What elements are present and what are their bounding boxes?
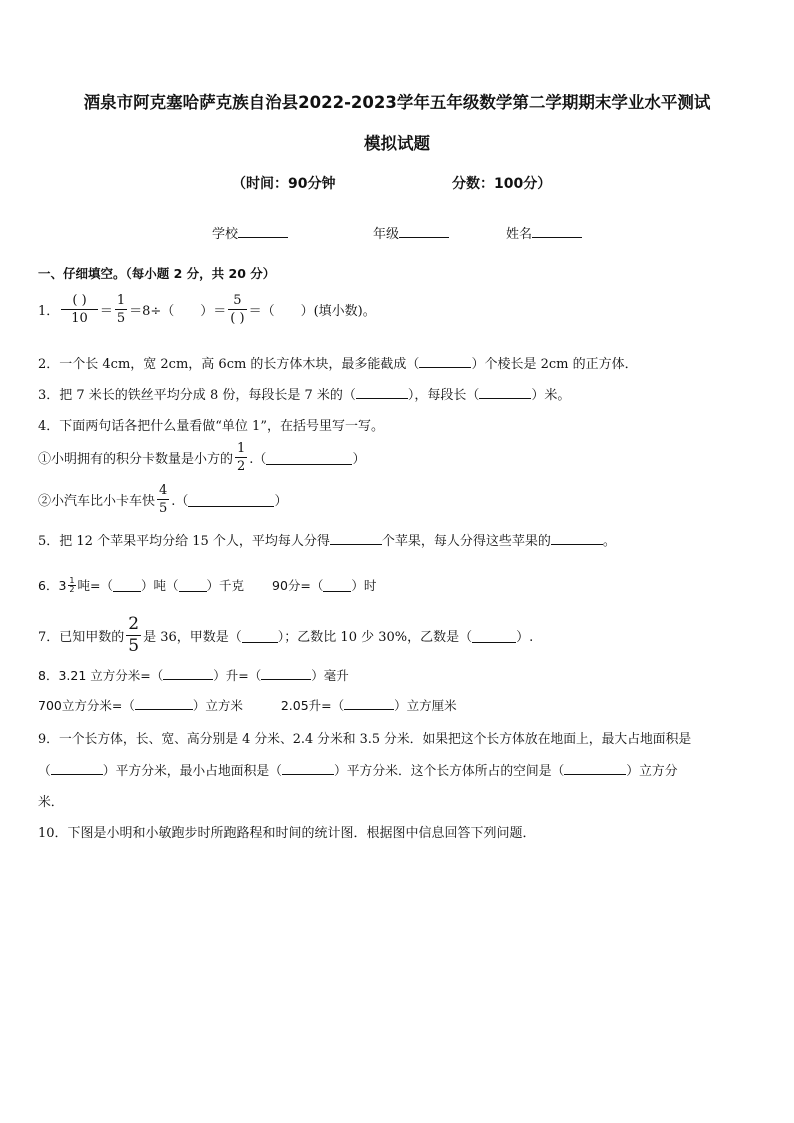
question-3 bbox=[38, 384, 570, 403]
q1-frac2-numerator: 1 bbox=[116, 293, 126, 308]
q1-fraction-3 bbox=[228, 294, 246, 325]
q4-s2-numerator: 4 bbox=[159, 483, 168, 498]
q8-blank-3[interactable] bbox=[135, 696, 193, 710]
q7-text-c: ）. bbox=[516, 630, 534, 645]
q5-text-pre: 5．把 12 个苹果平均分给 15 个人，平均每人分得 bbox=[38, 534, 330, 549]
q9-blank-2[interactable] bbox=[282, 761, 334, 775]
q4-s2-open: .（ bbox=[171, 494, 189, 509]
q6-blank-1[interactable] bbox=[113, 578, 141, 592]
q1-number: 1． bbox=[38, 304, 60, 319]
q9-text-c: ）平方分米．这个长方体所占的空间是（ bbox=[333, 764, 565, 779]
q2-text-post: ）个棱长是 2cm 的正方体． bbox=[471, 357, 638, 372]
q4-s1-close: ） bbox=[352, 452, 366, 467]
q8-blank-2[interactable] bbox=[261, 666, 311, 680]
q4-s1-blank[interactable] bbox=[266, 451, 352, 465]
q8-text-g: ）立方厘米 bbox=[394, 698, 457, 713]
q1-fraction-2 bbox=[115, 294, 127, 325]
q4-s1-fraction bbox=[235, 442, 247, 473]
q3-text-mid: ），每段长（ bbox=[407, 388, 480, 403]
q6-numerator: 1 bbox=[69, 575, 75, 585]
q6-blank-3[interactable] bbox=[323, 578, 351, 592]
exam-title-line1: 酒泉市阿克塞哈萨克族自治县2022-2023学年五年级数学第二学期期末学业水平测试 bbox=[83, 93, 711, 112]
question-4-stem: 4．下面两句话各把什么量看做“单位 1”，在括号里写一写。 bbox=[38, 419, 384, 434]
q3-blank-1[interactable] bbox=[356, 385, 408, 399]
q4-s2-denominator: 5 bbox=[159, 501, 168, 516]
q5-blank-1[interactable] bbox=[330, 531, 382, 545]
q1-frac1-denominator: 10 bbox=[61, 309, 98, 325]
q6-text-c: ）千克 bbox=[206, 578, 245, 593]
exam-score: 分数：100分） bbox=[452, 176, 552, 192]
q9-text-b: ）平方分米，最小占地面积是（ bbox=[102, 764, 282, 779]
q1-tail[interactable]: ＝（ ）(填小数)。 bbox=[248, 304, 376, 319]
name-field[interactable] bbox=[506, 223, 582, 242]
question-4-item-2 bbox=[38, 484, 287, 515]
question-6 bbox=[38, 576, 376, 594]
q5-text-mid: 个苹果，每人分得这些苹果的 bbox=[381, 534, 551, 549]
q3-text-post: ）米。 bbox=[531, 388, 571, 403]
grade-label: 年级 bbox=[373, 227, 400, 242]
question-7 bbox=[38, 616, 533, 655]
question-9-line-1: 9．一个长方体，长、宽、高分别是 4 分米、2.4 分米和 3.5 分米．如果把这个长方体放在地面上，最大占地面积是 bbox=[38, 732, 692, 747]
q6-fraction bbox=[68, 577, 75, 594]
q1-frac2-denominator: 5 bbox=[116, 311, 126, 326]
q8-text-f: 2.05升=（ bbox=[280, 698, 345, 713]
q8-text-b: ）升=（ bbox=[213, 668, 262, 683]
q8-text-d: 700立方分米=（ bbox=[38, 698, 135, 713]
question-4-item-1 bbox=[38, 442, 365, 473]
q1-frac3-numerator: 5 bbox=[233, 293, 242, 308]
question-1 bbox=[38, 294, 376, 325]
grade-field[interactable] bbox=[373, 223, 449, 242]
q7-text-pre: 7．已知甲数的 bbox=[38, 630, 125, 645]
exam-time: （时间：90分钟 bbox=[232, 176, 336, 192]
q2-text-pre: 2．一个长 4cm，宽 2cm，高 6cm 的长方体木块，最多能截成（ bbox=[38, 357, 420, 372]
q8-blank-4[interactable] bbox=[344, 696, 394, 710]
q7-numerator: 2 bbox=[128, 614, 140, 634]
q5-blank-2[interactable] bbox=[551, 531, 603, 545]
question-9-line-2 bbox=[38, 760, 677, 779]
question-2 bbox=[38, 353, 638, 372]
q9-blank-1[interactable] bbox=[51, 761, 103, 775]
question-8-line-2 bbox=[38, 696, 457, 714]
q9-text-d: ）立方分 bbox=[626, 764, 678, 779]
q2-blank[interactable] bbox=[419, 354, 471, 368]
section1-heading: 一、仔细填空。（每小题 2 分，共 20 分） bbox=[38, 266, 276, 281]
q8-text-a: 8．3.21 立方分米=（ bbox=[38, 668, 164, 683]
q9-text-a: （ bbox=[38, 764, 51, 779]
q4-s1-open: .（ bbox=[249, 452, 267, 467]
q7-fraction bbox=[126, 616, 141, 655]
q4-s2-fraction bbox=[157, 484, 169, 515]
q8-blank-1[interactable] bbox=[163, 666, 213, 680]
name-blank[interactable] bbox=[532, 224, 582, 238]
q6-text-a: 吨=（ bbox=[77, 578, 113, 593]
exam-title-line2: 模拟试题 bbox=[364, 134, 430, 153]
school-label: 学校 bbox=[212, 227, 239, 242]
q8-text-c: ）毫升 bbox=[311, 668, 349, 683]
q7-text-a: 是 36，甲数是（ bbox=[143, 630, 242, 645]
q4-s2-blank[interactable] bbox=[188, 493, 274, 507]
grade-blank[interactable] bbox=[399, 224, 449, 238]
q6-text-e: ）时 bbox=[351, 578, 377, 593]
question-8-line-1 bbox=[38, 666, 349, 684]
q5-text-post: 。 bbox=[602, 534, 616, 549]
q6-denominator: 2 bbox=[69, 584, 75, 594]
q1-frac1-numerator[interactable]: ( ) bbox=[72, 293, 87, 308]
question-10: 10．下图是小明和小敏跑步时所跑路程和时间的统计图．根据图中信息回答下列问题． bbox=[38, 826, 536, 841]
q7-blank-1[interactable] bbox=[242, 629, 278, 643]
q1-middle[interactable]: ＝8÷（ ）＝ bbox=[129, 304, 227, 319]
q9-blank-3[interactable] bbox=[564, 761, 626, 775]
q6-number: 6．3 bbox=[38, 578, 67, 593]
question-5 bbox=[38, 530, 616, 549]
q1-frac3-denominator[interactable]: ( ) bbox=[230, 311, 245, 326]
q1-equals: ＝ bbox=[99, 304, 113, 319]
q4-s2-close: ） bbox=[274, 494, 288, 509]
school-blank[interactable] bbox=[238, 224, 288, 238]
school-field[interactable] bbox=[212, 223, 288, 242]
q4-s1-denominator: 2 bbox=[237, 459, 246, 474]
name-label: 姓名 bbox=[506, 227, 533, 242]
q4-s1-text: ①小明拥有的积分卡数量是小方的 bbox=[38, 452, 234, 467]
question-9-line-3: 米． bbox=[38, 795, 64, 810]
q7-blank-2[interactable] bbox=[472, 629, 516, 643]
q6-blank-2[interactable] bbox=[179, 578, 207, 592]
q1-fraction-1 bbox=[61, 294, 98, 325]
q3-text-pre: 3．把 7 米长的铁丝平均分成 8 份，每段长是 7 米的（ bbox=[38, 388, 356, 403]
q6-text-b: ）吨（ bbox=[140, 578, 179, 593]
q6-text-d: 90分=（ bbox=[272, 578, 324, 593]
q3-blank-2[interactable] bbox=[479, 385, 531, 399]
q7-text-b: ）；乙数比 10 少 30%，乙数是（ bbox=[277, 630, 473, 645]
q4-s1-numerator: 1 bbox=[237, 441, 246, 456]
q4-s2-text: ②小汽车比小卡车快 bbox=[38, 494, 156, 509]
q8-text-e: ）立方米 bbox=[192, 698, 243, 713]
q7-denominator: 5 bbox=[128, 636, 140, 656]
